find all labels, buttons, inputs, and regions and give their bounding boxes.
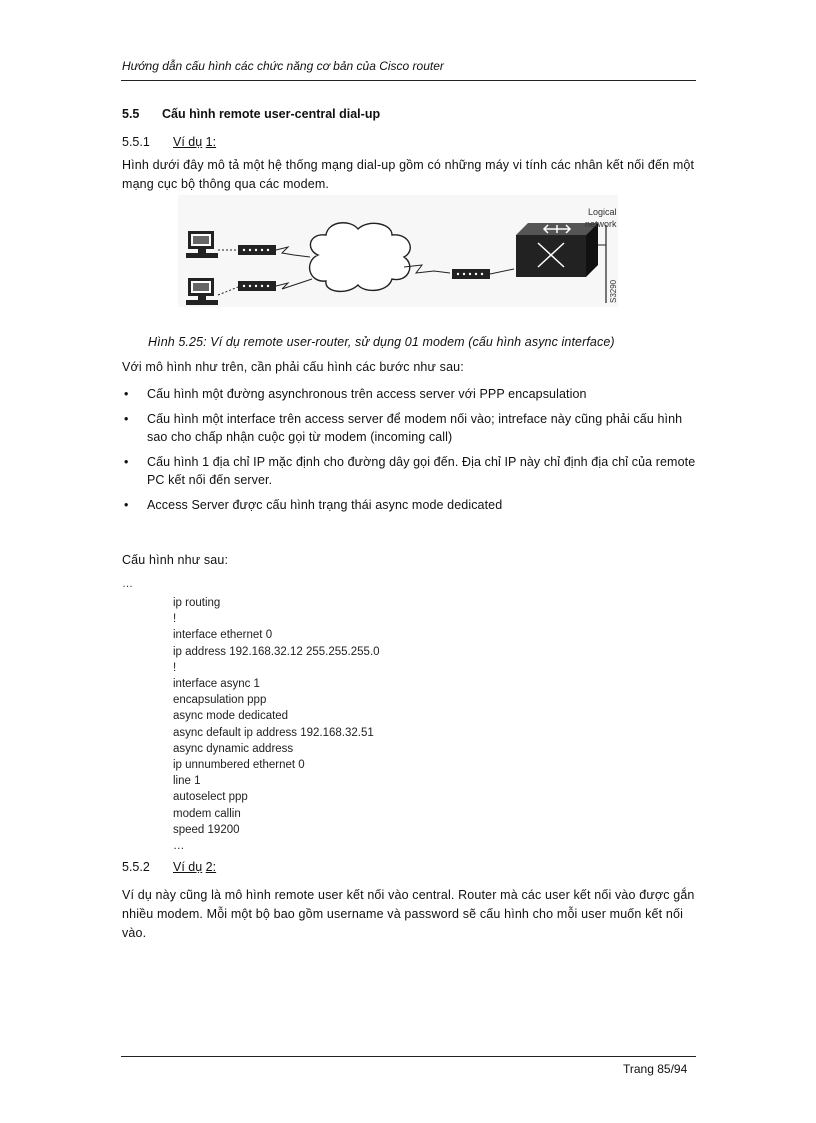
bullet-icon: • (124, 387, 129, 401)
access-server-icon (516, 223, 598, 277)
bullet-icon: • (124, 498, 129, 512)
running-header: Hướng dẫn cấu hình các chức năng cơ bản của Cisco router (122, 59, 444, 73)
code-line: async default ip address 192.168.32.51 (173, 726, 374, 739)
modem-1-icon (238, 245, 276, 255)
example1-heading (122, 135, 216, 149)
code-line: ip unnumbered ethernet 0 (173, 759, 305, 772)
pc-1-icon (186, 231, 218, 258)
config-code-block (173, 595, 380, 854)
code-line: ip routing (173, 597, 221, 609)
bullet-icon: • (124, 455, 129, 469)
list-item (122, 453, 702, 489)
section-number: 5.5 (122, 107, 140, 121)
code-line: interface async 1 (173, 678, 260, 691)
list-item (122, 496, 702, 514)
figure-caption: Hình 5.25: Ví dụ remote user-router, sử dụng 01 modem (cấu hình async interface) (148, 335, 615, 349)
modem-3-icon (452, 269, 490, 279)
bullet-icon: • (124, 412, 129, 426)
page-number: Trang 85/94 (623, 1062, 688, 1076)
list-item (122, 410, 702, 446)
steps-intro: Với mô hình như trên, cần phải cấu hình các bước như sau: (122, 360, 464, 374)
diagram-label-network: network (585, 219, 617, 229)
code-line: ip address 192.168.32.12 255.255.255.0 (173, 645, 380, 658)
code-line: line 1 (173, 775, 201, 788)
code-line: ! (173, 613, 177, 626)
list-item (122, 385, 702, 403)
list-item-text: Cấu hình 1 địa chỉ IP mặc định cho đường dây gọi đến. Địa chỉ IP này chỉ định địa chỉ của remote PC kết nối đến server. (147, 455, 696, 487)
list-item-text: Cấu hình một interface trên access server để modem nối vào; intreface này cũng phải cấu hình sao cho chấp nhận cuộc gọi từ modem (incoming call) (147, 412, 683, 444)
code-line: async dynamic address (173, 742, 294, 755)
config-ellipsis: … (122, 578, 133, 590)
intro-paragraph: Hình dưới đây mô tả một hệ thống mạng dial-up gồm có những máy vi tính các nhân kết nối đến một mạng cục bộ thông qua các modem. (122, 158, 695, 191)
list-item-text: Access Server được cấu hình trạng thái async mode dedicated (147, 498, 503, 512)
section-title: Cấu hình remote user-central dial-up (162, 107, 381, 121)
example1-number: 5.5.1 (122, 135, 150, 149)
config-intro: Cấu hình như sau: (122, 553, 229, 567)
example2-heading (122, 860, 216, 874)
example1-label-num: 1: (205, 135, 217, 149)
code-line: autoselect ppp (173, 791, 248, 804)
example2-label-num: 2: (205, 860, 217, 874)
code-line: modem callin (173, 807, 241, 820)
header-divider (121, 80, 696, 81)
code-line: ! (173, 661, 177, 674)
steps-list (122, 385, 702, 521)
pc-2-icon (186, 278, 218, 305)
diagram-code: S3290 (609, 279, 618, 303)
modem-2-icon (238, 281, 276, 291)
footer-divider (121, 1056, 696, 1057)
code-line: … (173, 840, 185, 853)
code-line: encapsulation ppp (173, 694, 267, 707)
code-line: speed 19200 (173, 823, 240, 836)
example1-label: Ví dụ (173, 135, 203, 149)
code-line: async mode dedicated (173, 710, 289, 723)
diagram-label-logical: Logical (588, 207, 617, 217)
example2-label: Ví dụ (173, 860, 203, 874)
example2-paragraph: Ví dụ này cũng là mô hình remote user kết nối vào central. Router mà các user kết nối vào được gắn nhiều modem. Mỗi một bộ bao gồm username và password sẽ cấu hình cho mỗi user muốn kết nối vào. (122, 888, 695, 940)
code-line: interface ethernet 0 (173, 629, 273, 642)
network-diagram (178, 195, 618, 312)
list-item-text: Cấu hình một đường asynchronous trên access server với PPP encapsulation (147, 387, 587, 401)
example2-number: 5.5.2 (122, 860, 150, 874)
section-heading (122, 107, 380, 121)
